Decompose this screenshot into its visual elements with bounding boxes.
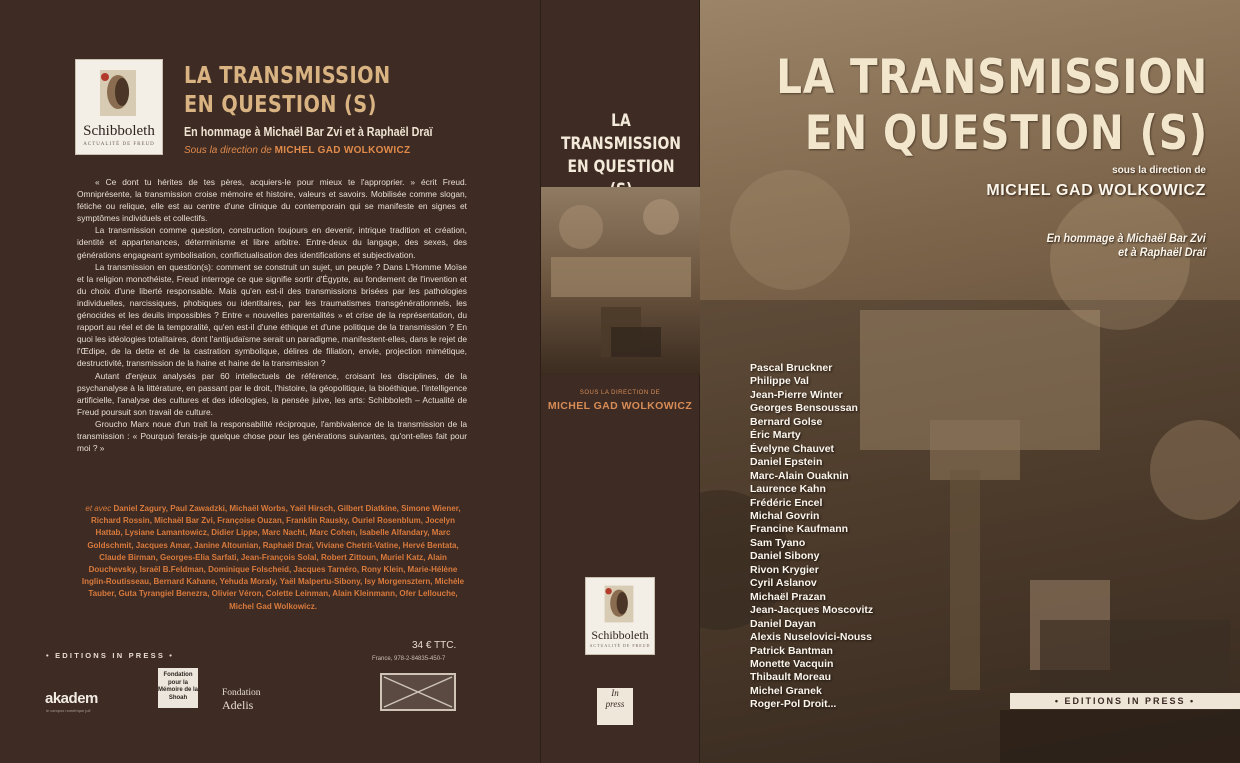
contributors-intro: et avec — [85, 504, 112, 513]
back-cover — [0, 0, 540, 763]
author-name: Éric Marty — [750, 429, 801, 442]
akadem-logo: akadem — [45, 690, 98, 707]
schibboleth-logo — [76, 60, 162, 154]
front-title-line1: LA TRANSMISSION — [776, 50, 1208, 105]
inpress-logo — [597, 688, 633, 725]
akadem-tagline: le campus numérique juif — [46, 708, 91, 713]
author-name: Alexis Nuselovici-Nouss — [750, 631, 872, 644]
spine-schibboleth-logo — [586, 578, 654, 654]
adelis-logo-line2: Adelis — [222, 698, 254, 712]
author-name: Frédéric Encel — [750, 496, 823, 509]
author-name: Marc-Alain Ouaknin — [750, 469, 849, 482]
back-blurb — [77, 176, 467, 454]
homage-line1: En hommage à Michaël Bar Zvi — [1046, 231, 1206, 245]
authors-list — [750, 362, 873, 712]
back-direction — [184, 145, 410, 156]
homage-line2: et à Raphaël Draï — [1118, 245, 1206, 259]
direction-label: Sous la direction de — [184, 145, 272, 156]
blurb-paragraph: La transmission comme question, construction toujours en devenir, intrique tradition et création, identité et appartenances, déterminisme et libre arbitre. Entre-deux du langage, des sexes, des générations engageant symbolisation, conflictualisation des identifications et subjectivation. — [77, 225, 467, 260]
logo-subtitle: ACTUALITÉ DE FREUD — [589, 643, 651, 648]
blurb-paragraph: Groucho Marx noue d'un trait la responsabilité réciproque, l'ambivalence de la transmission de la transmission : « Pourquoi ferais-je quelque chose pour les générations suivantes, qu'ont-elles fait pour moi ? » — [77, 418, 467, 454]
back-subtitle: En hommage à Michaël Bar Zvi et à Raphaël Draï — [184, 125, 433, 139]
face-illustration-icon — [602, 584, 636, 624]
author-name: Michaël Prazan — [750, 590, 826, 603]
spine-director: MICHEL GAD WOLKOWICZ — [547, 400, 693, 412]
front-cover — [700, 0, 1240, 763]
author-name: Évelyne Chauvet — [750, 442, 835, 455]
logo-subtitle: ACTUALITÉ DE FREUD — [83, 142, 155, 147]
author-name: Jean-Jacques Moscovitz — [750, 604, 874, 617]
author-name: Rivon Krygier — [750, 563, 819, 576]
spine-direction-label: SOUS LA DIRECTION DE — [579, 390, 661, 396]
front-publisher-label: • EDITIONS IN PRESS • — [1010, 693, 1240, 709]
author-name: Cyril Aslanov — [750, 577, 817, 590]
barcode-icon — [380, 673, 456, 711]
author-name: Pascal Bruckner — [750, 362, 833, 374]
back-title-line2: EN QUESTION (S) — [184, 92, 377, 118]
front-director: MICHEL GAD WOLKOWICZ — [986, 182, 1206, 199]
spine-title-line1: LA TRANSMISSION — [561, 111, 681, 154]
author-name: Michel Granek — [750, 684, 822, 697]
back-title — [184, 62, 470, 120]
logo-name: Schibboleth — [83, 123, 155, 139]
blurb-paragraph: La transmission en question(s): comment se construit un sujet, un peuple ? Dans L'Homme Moïse et la religion monothéiste, Freud interroge ce que signifie sortir d'Égypte, au fondement de l'invention et du choix d'une liberté responsable. Mais qu'en est-il des transmissions brisées par les pathologies individuelles, narcissiques, phobiques ou identitaires, par les traumatismes transgénérationnels, les génocides et les deuils impossibles ? Entre « nouvelles parentalités » et crise de la représentation, du rapport au réel et de la temporalité, qu'en est-il d'une éthique et d'une politique de la transmission ? En quoi les idéologies totalitaires, dont l'antijudaïsme serait un paradigme, manifestent-elles, dans le rejet de l'Œdipe, de la dette et de la castration symbolique, délires de filiation, envie, projection mimétique, destructivité, transmission de la haine et haine de la transmission ? — [77, 261, 467, 369]
author-name: Bernard Golse — [750, 415, 823, 428]
spine — [540, 0, 700, 763]
blurb-paragraph: Autant d'enjeux analysés par 60 intellectuels de référence, croisant les disciplines, de la psychanalyse à la littérature, en passant par le droit, l'histoire, la géopolitique, la bioéthique, l'intelligence artificielle, l'analyse des cultures et des idéologies, la pensée juive, les arts: Schibboleth – Actualité de Freud poursuit son travail de culture. — [77, 370, 467, 417]
author-name: Georges Bensoussan — [750, 402, 858, 415]
adelis-logo-line1: Fondation — [222, 688, 261, 698]
author-name: Daniel Dayan — [750, 617, 816, 630]
author-name: Francine Kaufmann — [750, 523, 849, 536]
author-name: Monette Vacquin — [750, 657, 834, 670]
author-name: Daniel Epstein — [750, 456, 823, 469]
author-name: Patrick Bantman — [750, 644, 833, 657]
isbn: France, 978-2-84835-450-7 — [372, 656, 446, 662]
author-name: Jean-Pierre Winter — [750, 388, 843, 401]
front-title-line2: EN QUESTION (S) — [804, 106, 1208, 161]
director-name: MICHEL GAD WOLKOWICZ — [274, 145, 411, 156]
front-title — [776, 50, 1208, 162]
contributors-names: Daniel Zagury, Paul Zawadzki, Michaël Worbs, Yaël Hirsch, Gilbert Diatkine, Simone Wiener, Richard Rossin, Michaël Bar Zvi, Françoise Ouzan, Franklin Rausky, Ouriel Rosenblum, Jocelyn Hattab, Lysiane Lamantowicz, Didier Lippe, Marc Nacht, Marc Cohen, Isabelle Alfandary, Marc Goldschmit, Jacques Amar, Janine Altounian, Raphaël Draï, Viviane Chetrit-Vatine, Hervé Bentata, Claude Birman, Georges-Elia Sarfati, Jean-François Solal, Robert Zittoun, Muriel Katz, Alain Douchevsky, Israël B.Feldman, Dominique Folscheid, Jacques Tarnéro, Rony Klein, Marie-Hélène Inglin-Routisseau, Bernard Kahane, Yehuda Moraly, Yaël Malpertu-Sibony, Isy Morgensztern, Michèle Tauber, Guta Tyrangiel Benezra, Olivier Véron, Colette Leinman, Alain Kleinmann, Ofer Lellouche, Michel Gad Wolkowicz. — [81, 504, 465, 611]
inpress-logo-line2: press — [605, 699, 625, 709]
face-illustration-icon — [98, 68, 138, 118]
author-name: Roger-Pol Droit... — [750, 698, 837, 711]
back-title-line1: LA TRANSMISSION — [184, 63, 391, 89]
author-name: Thibault Moreau — [750, 671, 832, 684]
author-name: Sam Tyano — [750, 536, 806, 549]
shoah-foundation-logo: Fondation pour la Mémoire de la Shoah — [158, 668, 198, 708]
logo-name: Schibboleth — [591, 628, 649, 642]
publisher-label: • EDITIONS IN PRESS • — [46, 651, 175, 660]
front-direction-label: sous la direction de — [1112, 165, 1206, 176]
author-name: Laurence Kahn — [750, 483, 826, 496]
contributors-list — [80, 503, 466, 613]
blurb-paragraph: « Ce dont tu hérites de tes pères, acquiers-le pour mieux te l'approprier. » écrit Freud. Omniprésente, la transmission croise mémoire et histoire, valeurs et savoirs. Mobilisée comme slogan, fétiche ou relique, elle est au centre d'une clinique du contemporain qui se manifeste en signes et symptômes individuels et collectifs. — [77, 177, 467, 224]
author-name: Daniel Sibony — [750, 550, 820, 563]
inpress-logo-line1: In — [611, 688, 619, 698]
front-homage — [1047, 231, 1206, 259]
spine-title-line2: EN QUESTION — [567, 157, 675, 177]
price: 34 € TTC. — [412, 640, 457, 651]
author-name: Philippe Val — [750, 375, 809, 388]
author-name: Michal Govrin — [750, 509, 820, 522]
spine-photo — [541, 187, 701, 375]
